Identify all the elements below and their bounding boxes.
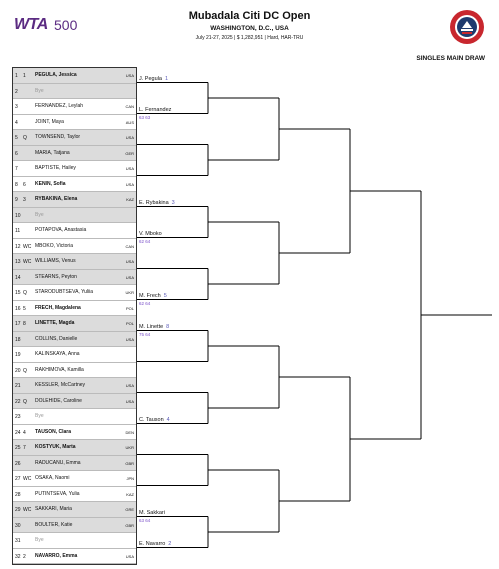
slot-number: 3 — [15, 104, 18, 110]
slot-seed: 8 — [23, 321, 26, 327]
round2-name: M. Linette — [139, 323, 164, 330]
slot-seed: 4 — [23, 429, 26, 436]
slot-number: 9 — [15, 197, 18, 203]
slot-number: 19 — [15, 352, 21, 358]
player-name: STEARNS, Peyton — [35, 273, 77, 280]
logo-number: 500 — [54, 17, 78, 33]
player-name: KALINSKAYA, Anna — [35, 351, 80, 357]
slot-seed: 2 — [23, 553, 26, 560]
slot-number: 27 — [15, 476, 21, 482]
slot-number: 17 — [15, 321, 21, 327]
slot-number: 10 — [15, 212, 21, 219]
player-name: PEGULA, Jessica — [35, 72, 77, 78]
round2-seed: 4 — [166, 416, 170, 423]
slot-seed: 5 — [23, 305, 26, 312]
player-country: USA — [125, 274, 134, 280]
player-name: COLLINS, Danielle — [35, 335, 78, 342]
round2-seed: 3 — [171, 199, 175, 206]
slot-number: 8 — [15, 181, 18, 188]
round2-name: E. Rybakina — [139, 199, 169, 206]
tournament-title: Mubadala Citi DC Open — [188, 10, 311, 22]
draw-label: SINGLES MAIN DRAW — [416, 55, 485, 62]
player-country: POL — [125, 321, 134, 326]
player-country: USA — [125, 181, 134, 187]
player-country: USA — [125, 553, 134, 559]
slot-number: 5 — [15, 135, 18, 141]
player-country: USA — [125, 383, 134, 388]
player-country: GBR — [125, 522, 134, 528]
slot-seed: Q — [23, 398, 27, 405]
round2-player — [139, 107, 171, 113]
player-name: RAKHIMOVA, Kamilla — [35, 366, 84, 373]
player-country: USA — [125, 166, 134, 171]
slot-number: 29 — [15, 507, 21, 513]
player-country: UKR — [125, 290, 134, 295]
player-country: CAN — [125, 104, 134, 109]
slot-number: 15 — [15, 290, 21, 296]
player-name: RADUCANU, Emma — [35, 459, 81, 466]
round2-name: M. Frech — [139, 292, 161, 299]
slot-number: 30 — [15, 522, 21, 529]
slot-seed: 6 — [23, 181, 26, 188]
round2-player — [139, 76, 168, 82]
slot-seed: 7 — [23, 445, 26, 451]
tournament-meta: July 21-27, 2025 | $ 1,282,951 | Hard, HAR-TRU — [195, 35, 304, 41]
slot-seed: 1 — [23, 73, 26, 79]
round2-seed: 2 — [168, 540, 172, 547]
slot-number: 1 — [15, 73, 18, 79]
player-name: TAUSON, Clara — [35, 428, 72, 435]
player-country: GBR — [125, 460, 134, 466]
round2-name: J. Pegula — [139, 75, 162, 82]
round2-name: V. Mboko — [139, 230, 162, 237]
player-country: CAN — [125, 243, 134, 249]
match-score: 62 64 — [139, 238, 151, 244]
slot-number: 32 — [15, 553, 21, 560]
round2-player — [139, 293, 167, 299]
slot-number: 18 — [15, 336, 21, 343]
slot-number: 2 — [15, 88, 18, 95]
player-country: UKR — [125, 445, 134, 450]
slot-number: 14 — [15, 274, 21, 281]
player-country: USA — [125, 259, 134, 264]
player-country: POL — [125, 305, 134, 311]
player-country: USA — [125, 73, 134, 78]
tournament-location: WASHINGTON, D.C., USA — [210, 25, 289, 32]
player-name: STARODUBTSEVA, Yuliia — [35, 289, 94, 295]
round2-name: M. Sakkari — [139, 509, 165, 516]
player-name: Bye — [35, 537, 44, 543]
slot-seed: WC — [23, 259, 32, 265]
slot-number: 13 — [15, 259, 21, 265]
match-score: 75 64 — [139, 331, 151, 337]
player-name: WILLIAMS, Venus — [35, 258, 76, 264]
player-country: GRE — [125, 507, 134, 512]
round2-seed: 5 — [163, 292, 167, 299]
slot-seed: WC — [23, 243, 32, 250]
round2-player — [139, 200, 175, 206]
player-name: FERNANDEZ, Leylah — [35, 103, 84, 109]
slot-number: 22 — [15, 398, 21, 405]
player-name: KOSTYUK, Marta — [35, 444, 76, 450]
slot-number: 26 — [15, 460, 21, 467]
round2-player — [139, 324, 169, 330]
slot-seed: WC — [23, 476, 32, 482]
player-country: USA — [125, 135, 134, 140]
slot-number: 28 — [15, 491, 21, 498]
player-name: JOINT, Maya — [35, 118, 64, 125]
slot-seed: Q — [23, 367, 27, 374]
slot-number: 7 — [15, 166, 18, 172]
slot-number: 11 — [15, 228, 21, 234]
slot-seed: 3 — [23, 197, 26, 203]
player-name: MBOKO, Victoria — [35, 242, 73, 249]
slot-number: 20 — [15, 367, 21, 374]
player-name: Bye — [35, 211, 44, 218]
player-country: KAZ — [126, 197, 134, 202]
match-score: 63 63 — [139, 114, 151, 120]
round2-player — [139, 541, 171, 547]
player-country: JPN — [126, 476, 134, 481]
slot-seed: WC — [23, 507, 32, 513]
round2-seed: 8 — [166, 323, 170, 330]
round2-player — [139, 417, 170, 423]
player-name: BAPTISTE, Hailey — [35, 165, 76, 171]
player-name: BOULTER, Katie — [35, 521, 73, 528]
slot-number: 16 — [15, 305, 21, 312]
player-name: TOWNSEND, Taylor — [35, 134, 81, 140]
player-name: NAVARRO, Emma — [35, 552, 78, 559]
player-name: KENIN, Sofia — [35, 180, 66, 187]
match-score: 63 64 — [139, 517, 151, 523]
slot-seed: Q — [23, 290, 27, 296]
player-name: LINETTE, Magda — [35, 320, 75, 326]
player-country: GER — [125, 150, 134, 156]
slot-number: 21 — [15, 383, 21, 389]
player-name: RYBAKINA, Elena — [35, 196, 78, 202]
player-name: Bye — [35, 413, 44, 419]
round2-name: C. Tauson — [139, 416, 164, 423]
slot-number: 25 — [15, 445, 21, 451]
slot-number: 23 — [15, 414, 21, 420]
player-name: FRECH, Magdalena — [35, 304, 81, 311]
slot-number: 6 — [15, 150, 18, 157]
player-name: MARIA, Tatjana — [35, 149, 70, 156]
slot-number: 4 — [15, 119, 18, 126]
player-name: POTAPOVA, Anastasia — [35, 227, 87, 233]
player-name: PUTINTSEVA, Yulia — [35, 490, 80, 497]
round2-player — [139, 231, 162, 237]
player-name: DOLEHIDE, Caroline — [35, 397, 82, 404]
player-country: AUS — [125, 119, 134, 125]
player-name: KESSLER, McCartney — [35, 382, 86, 388]
slot-seed: Q — [23, 135, 27, 141]
player-country: USA — [125, 336, 134, 342]
slot-number: 31 — [15, 538, 21, 544]
slot-number: 24 — [15, 429, 21, 436]
player-country: KAZ — [126, 491, 134, 497]
match-score: 62 64 — [139, 300, 151, 306]
player-name: SAKKARI, Maria — [35, 506, 72, 512]
player-country: USA — [125, 398, 134, 404]
round2-name: L. Fernandez — [139, 106, 172, 113]
player-name: Bye — [35, 87, 44, 94]
slot-number: 12 — [15, 243, 21, 250]
round2-player — [139, 510, 165, 516]
player-country: DEN — [125, 429, 134, 435]
round2-name: E. Navarro — [139, 540, 166, 547]
player-name: OSAKA, Naomi — [35, 475, 70, 481]
logo-wta-text: WTA — [14, 16, 48, 33]
round2-seed: 1 — [164, 75, 168, 82]
